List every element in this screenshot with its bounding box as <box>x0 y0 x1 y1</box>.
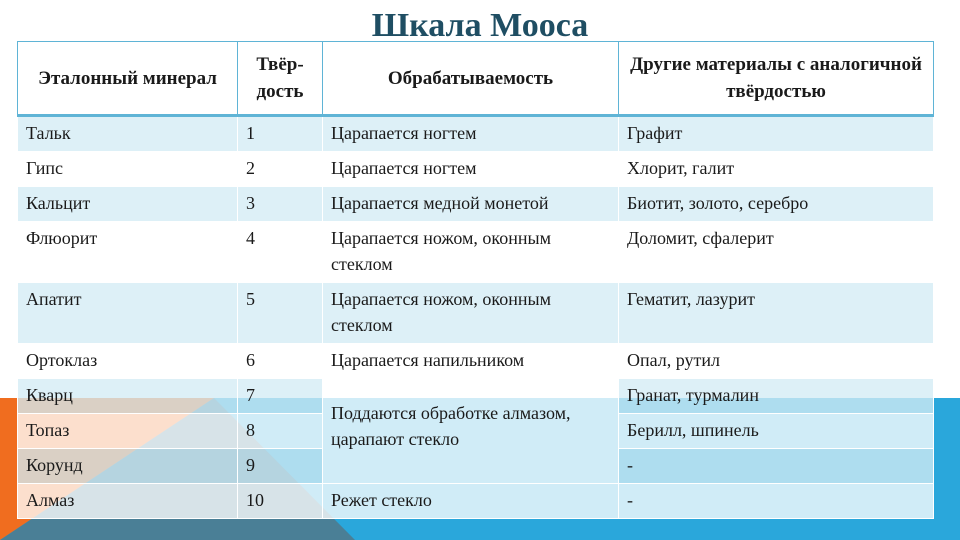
cell-mineral: Кальцит <box>18 187 238 222</box>
cell-hardness: 1 <box>238 116 323 152</box>
cell-mineral: Алмаз <box>18 484 238 519</box>
cell-hardness: 7 <box>238 379 323 414</box>
cell-mineral: Корунд <box>18 449 238 484</box>
cell-other-materials: Гематит, лазурит <box>619 283 934 344</box>
cell-hardness: 5 <box>238 283 323 344</box>
table-row <box>18 187 934 222</box>
cell-other-materials: Графит <box>619 116 934 152</box>
mohs-scale-table <box>17 41 934 519</box>
cell-hardness: 8 <box>238 414 323 449</box>
table-row <box>18 222 934 283</box>
cell-mineral: Ортоклаз <box>18 344 238 379</box>
table-row <box>18 152 934 187</box>
table-row <box>18 283 934 344</box>
cell-other-materials: - <box>619 449 934 484</box>
cell-mineral: Апатит <box>18 283 238 344</box>
cell-hardness: 4 <box>238 222 323 283</box>
header-workability: Обрабатываемость <box>323 42 619 116</box>
table-row <box>18 344 934 379</box>
cell-hardness: 6 <box>238 344 323 379</box>
table-row <box>18 116 934 152</box>
table-row <box>18 484 934 519</box>
cell-hardness: 2 <box>238 152 323 187</box>
cell-other-materials: Доломит, сфалерит <box>619 222 934 283</box>
table-header-row <box>18 42 934 116</box>
cell-workability: Царапается напильником <box>323 344 619 379</box>
cell-workability: Царапается ногтем <box>323 116 619 152</box>
cell-workability: Режет стекло <box>323 484 619 519</box>
cell-mineral: Топаз <box>18 414 238 449</box>
cell-workability-merged: Поддаются обработке алмазом, царапают стекло <box>323 379 619 484</box>
table-row <box>18 379 934 414</box>
cell-mineral: Гипс <box>18 152 238 187</box>
cell-other-materials: Хлорит, галит <box>619 152 934 187</box>
cell-hardness: 10 <box>238 484 323 519</box>
cell-other-materials: - <box>619 484 934 519</box>
cell-hardness: 9 <box>238 449 323 484</box>
header-other-materials: Другие материалы с аналогичной твёрдостью <box>619 42 934 116</box>
cell-workability: Царапается ножом, оконным стеклом <box>323 283 619 344</box>
cell-workability: Царапается ногтем <box>323 152 619 187</box>
cell-mineral: Флюорит <box>18 222 238 283</box>
cell-other-materials: Берилл, шпинель <box>619 414 934 449</box>
cell-other-materials: Биотит, золото, серебро <box>619 187 934 222</box>
cell-hardness: 3 <box>238 187 323 222</box>
header-hardness: Твёр-дость <box>238 42 323 116</box>
header-reference-mineral: Эталонный минерал <box>18 42 238 116</box>
cell-other-materials: Опал, рутил <box>619 344 934 379</box>
page-title: Шкала Мооса <box>371 7 589 44</box>
cell-workability: Царапается медной монетой <box>323 187 619 222</box>
cell-workability: Царапается ножом, оконным стеклом <box>323 222 619 283</box>
cell-other-materials: Гранат, турмалин <box>619 379 934 414</box>
cell-mineral: Кварц <box>18 379 238 414</box>
cell-mineral: Тальк <box>18 116 238 152</box>
